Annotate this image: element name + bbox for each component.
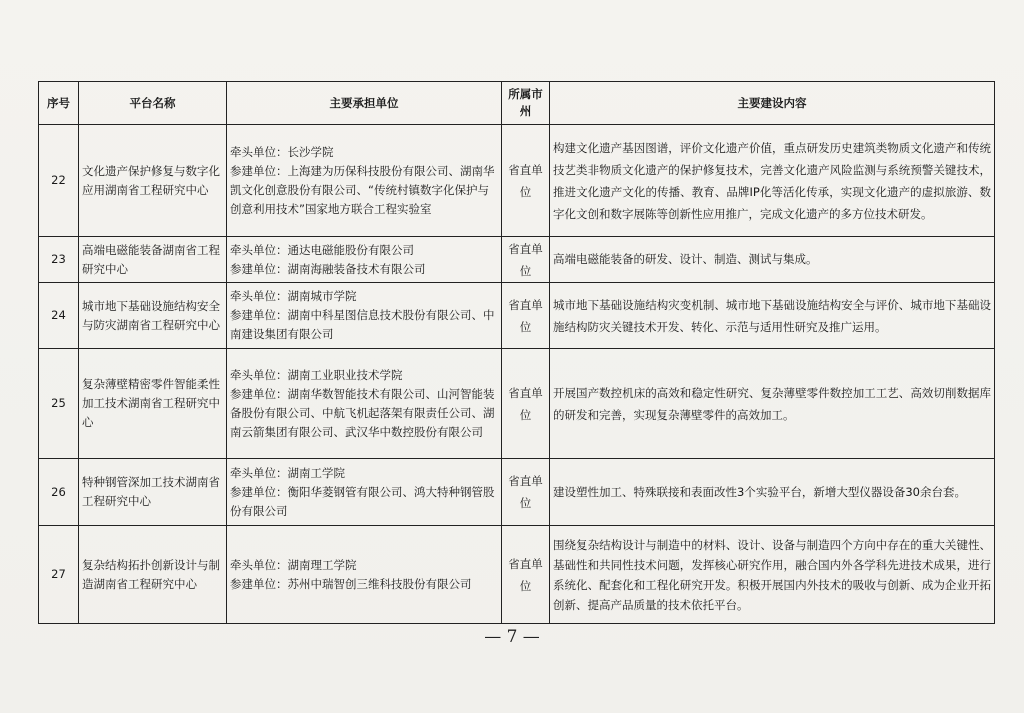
- lead-unit: 牵头单位：湖南工业职业技术学院: [230, 367, 403, 382]
- row-units: [227, 237, 502, 283]
- row-units: [227, 459, 502, 526]
- table-row: [39, 349, 995, 459]
- row-no: 23: [39, 237, 79, 283]
- table-row: [39, 125, 995, 237]
- row-units: [227, 526, 502, 624]
- row-no: 22: [39, 125, 79, 237]
- row-content: 开展国产数控机床的高效和稳定性研究、复杂薄壁零件数控加工工艺、高效切削数据库的研发和完善，实现复杂薄壁零件的高效加工。: [550, 349, 995, 459]
- row-city: 省直单位: [502, 349, 550, 459]
- header-name: 平台名称: [79, 82, 227, 125]
- table-row: [39, 526, 995, 624]
- lead-unit: 牵头单位：湖南城市学院: [230, 289, 357, 303]
- row-platform-name: 复杂结构拓扑创新设计与制造湖南省工程研究中心: [79, 526, 227, 624]
- row-city: 省直单位: [502, 526, 550, 624]
- partner-units: 参建单位：苏州中瑞智创三维科技股份有限公司: [230, 576, 472, 591]
- row-units: [227, 349, 502, 459]
- row-city: 省直单位: [502, 459, 550, 526]
- lead-unit: 牵头单位：湖南工学院: [230, 465, 345, 480]
- page-number: — 7 —: [484, 627, 540, 647]
- row-no: 24: [39, 283, 79, 349]
- header-no: 序号: [39, 82, 79, 125]
- partner-units: 参建单位：衡阳华菱钢管有限公司、鸿大特种钢管股份有限公司: [230, 484, 495, 518]
- table-row: [39, 237, 995, 283]
- table-row: [39, 283, 995, 349]
- row-city: 省直单位: [502, 237, 550, 283]
- lead-unit: 牵头单位：湖南理工学院: [230, 557, 357, 572]
- row-no: 27: [39, 526, 79, 624]
- partner-units: 参建单位：湖南华数智能技术有限公司、山河智能装备股份有限公司、中航飞机起落架有限责任公司、湖南云箭集团有限公司、武汉华中数控股份有限公司: [230, 386, 495, 439]
- row-content: 建设塑性加工、特殊联接和表面改性3个实验平台，新增大型仪器设备30余台套。: [550, 459, 995, 526]
- header-city: 所属市州: [502, 82, 550, 125]
- row-city: 省直单位: [502, 125, 550, 237]
- row-units: [227, 125, 502, 237]
- row-content: 构建文化遗产基因图谱，评价文化遗产价值，重点研发历史建筑类物质文化遗产和传统技艺类非物质文化遗产的保护修复技术，完善文化遗产风险监测与系统预警关键技术，推进文化遗产文化的传播、教育、品牌IP化等活化传承，实现文化遗产的虚拟旅游、数字化文创和数字展陈等创新性应用推广，完成文化遗产的多方位技术研发。: [550, 125, 995, 237]
- row-content: 围绕复杂结构设计与制造中的材料、设计、设备与制造四个方向中存在的重大关键性、基础性和共同性技术问题，发挥核心研究作用，融合国内外各学科先进技术成果，进行系统化、配套化和工程化研究开发。积极开展国内外技术的吸收与创新、成为企业开拓创新、提高产品质量的技术依托平台。: [550, 526, 995, 624]
- row-no: 25: [39, 349, 79, 459]
- row-content: 高端电磁能装备的研发、设计、制造、测试与集成。: [550, 237, 995, 283]
- lead-unit: 牵头单位：长沙学院: [230, 144, 334, 159]
- row-platform-name: 文化遗产保护修复与数字化应用湖南省工程研究中心: [79, 125, 227, 237]
- row-platform-name: 城市地下基础设施结构安全与防灾湖南省工程研究中心: [79, 283, 227, 349]
- row-units: [227, 283, 502, 349]
- row-content: 城市地下基础设施结构灾变机制、城市地下基础设施结构安全与评价、城市地下基础设施结构防灾关键技术开发、转化、示范与适用性研究及推广运用。: [550, 283, 995, 349]
- row-platform-name: 特种钢管深加工技术湖南省工程研究中心: [79, 459, 227, 526]
- row-city: 省直单位: [502, 283, 550, 349]
- partner-units: 参建单位：湖南海融装备技术有限公司: [230, 261, 426, 276]
- table-header-row: [39, 82, 995, 125]
- header-content: 主要建设内容: [550, 82, 995, 125]
- row-platform-name: 高端电磁能装备湖南省工程研究中心: [79, 237, 227, 283]
- row-no: 26: [39, 459, 79, 526]
- table-row: [39, 459, 995, 526]
- header-units: 主要承担单位: [227, 82, 502, 125]
- partner-units: 参建单位：上海建为历保科技股份有限公司、湖南华凯文化创意股份有限公司、“传统村镇数字化保护与创意利用技术”国家地方联合工程实验室: [230, 163, 495, 216]
- partner-units: 参建单位：湖南中科星图信息技术股份有限公司、中南建设集团有限公司: [230, 308, 495, 341]
- platform-table: [38, 81, 995, 624]
- row-platform-name: 复杂薄壁精密零件智能柔性加工技术湖南省工程研究中心: [79, 349, 227, 459]
- lead-unit: 牵头单位：通达电磁能股份有限公司: [230, 242, 414, 257]
